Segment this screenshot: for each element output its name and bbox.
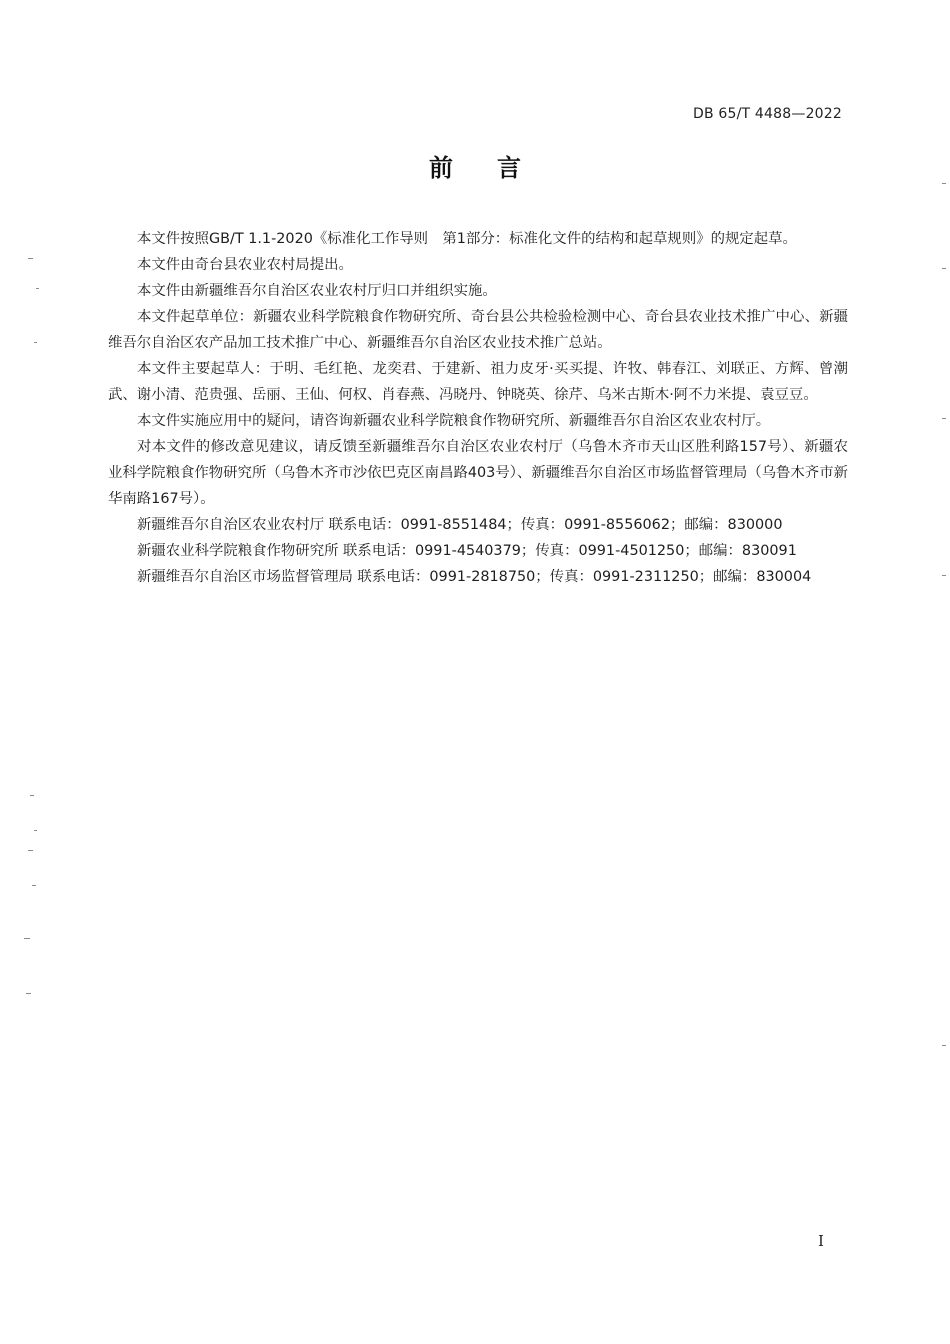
document-code: DB 65/T 4488—2022 bbox=[692, 106, 842, 122]
scan-artifact bbox=[28, 850, 33, 851]
paragraph-feedback: 对本文件的修改意见建议，请反馈至新疆维吾尔自治区农业农村厅（乌鲁木齐市天山区胜利路157号）、新疆农业科学院粮食作物研究所（乌鲁木齐市沙依巴克区南昌路403号）、新疆维吾尔自治区市场监督管理局（乌鲁木齐市新华南路167号）。 bbox=[108, 439, 848, 507]
scan-artifact bbox=[36, 288, 39, 289]
scan-artifact bbox=[26, 993, 31, 994]
contact-line: 新疆维吾尔自治区农业农村厅 联系电话：0991-8551484；传真：0991-8556062；邮编：830000 bbox=[137, 517, 783, 533]
scan-artifact bbox=[942, 418, 946, 419]
scan-artifact bbox=[32, 885, 36, 886]
foreword-body bbox=[108, 226, 848, 590]
paragraph-drafting-units: 本文件起草单位：新疆农业科学院粮食作物研究所、奇台县公共检验检测中心、奇台县农业技术推广中心、新疆维吾尔自治区农产品加工技术推广中心、新疆维吾尔自治区农业技术推广总站。 bbox=[108, 309, 848, 351]
contact-line: 新疆农业科学院粮食作物研究所 联系电话：0991-4540379；传真：0991-4501250；邮编：830091 bbox=[137, 543, 797, 559]
paragraph-inquiries: 本文件实施应用中的疑问，请咨询新疆农业科学院粮食作物研究所、新疆维吾尔自治区农业农村厅。 bbox=[137, 413, 771, 429]
scan-artifact bbox=[942, 1045, 946, 1046]
page-number: I bbox=[818, 1232, 824, 1250]
paragraph-proposer: 本文件由奇台县农业农村局提出。 bbox=[137, 257, 353, 273]
scan-artifact bbox=[942, 575, 946, 576]
scan-artifact bbox=[942, 268, 946, 269]
paragraph-administrator: 本文件由新疆维吾尔自治区农业农村厅归口并组织实施。 bbox=[137, 283, 497, 299]
paragraph-drafters: 本文件主要起草人：于明、毛红艳、龙奕君、于建新、祖力皮牙·买买提、许牧、韩春江、刘联正、方辉、曾潮武、谢小清、范贵强、岳丽、王仙、何权、肖春燕、冯晓丹、钟晓英、徐芹、乌米古斯木·阿不力米提、袁豆豆。 bbox=[108, 361, 848, 403]
scan-artifact bbox=[942, 183, 946, 184]
scan-artifact bbox=[28, 258, 33, 259]
page-title: 前言 bbox=[429, 153, 565, 182]
paragraph-drafting-rules: 本文件按照GB/T 1.1-2020《标准化工作导则 第1部分：标准化文件的结构和起草规则》的规定起草。 bbox=[137, 231, 797, 247]
scan-artifact bbox=[24, 938, 30, 939]
scan-artifact bbox=[30, 795, 34, 796]
scan-artifact bbox=[34, 830, 37, 831]
scan-artifact bbox=[34, 342, 37, 343]
contact-line: 新疆维吾尔自治区市场监督管理局 联系电话：0991-2818750；传真：0991-2311250；邮编：830004 bbox=[137, 569, 812, 585]
